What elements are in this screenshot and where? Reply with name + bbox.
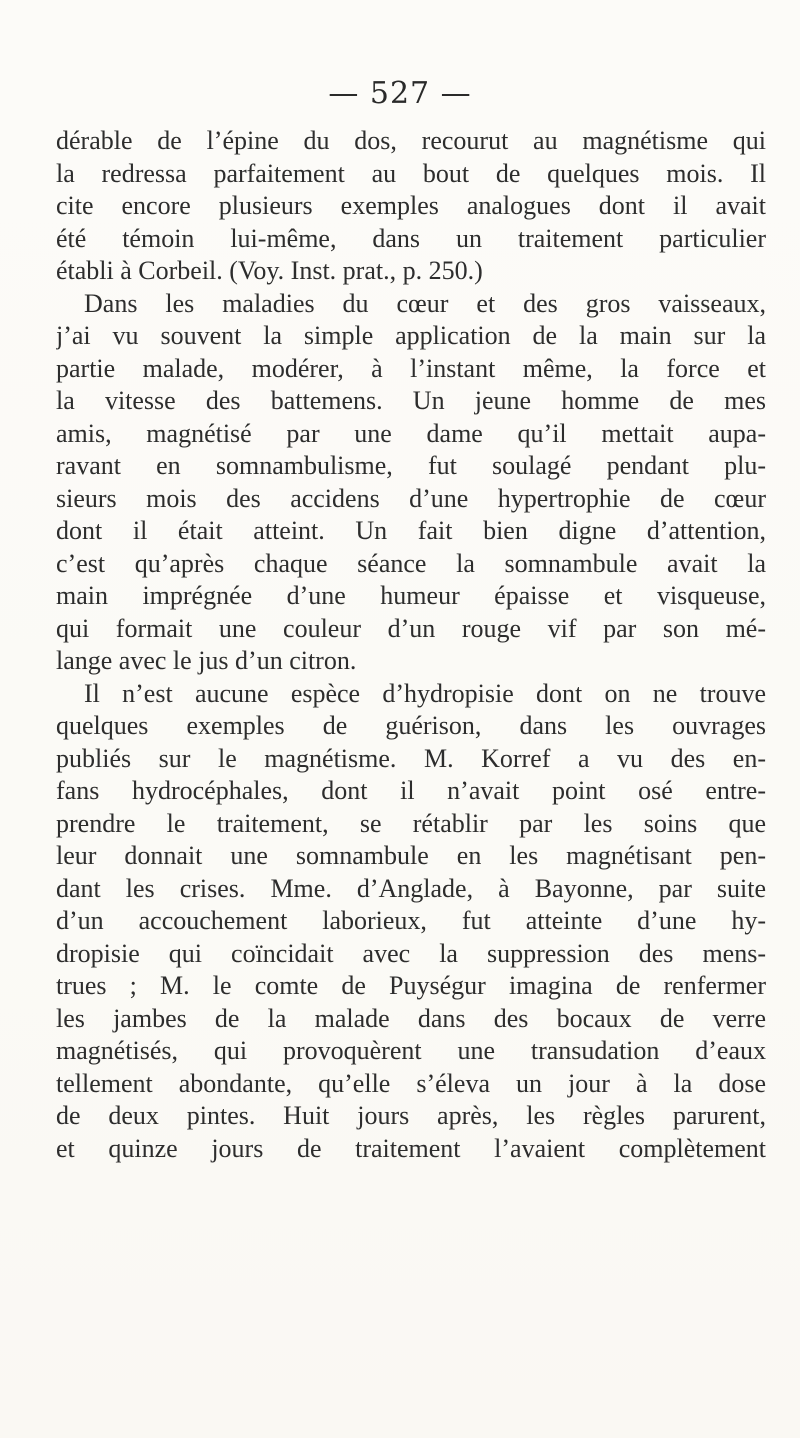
page-number: — 527 — (328, 76, 472, 111)
text-line: j’ai vu souvent la simple application de la main sur la (56, 321, 766, 350)
text-line: lange avec le jus d’un citron. (56, 646, 357, 675)
text-line: leur donnait une somnambule en les magnétisant pen- (56, 841, 766, 870)
text-line: les jambes de la malade dans des bocaux de verre (56, 1003, 766, 1033)
text-line: et quinze jours de traitement l’avaient complètement (56, 1133, 766, 1163)
text-line: magnétisés, qui provoquèrent une transudation d’eaux (56, 1036, 766, 1065)
text-line: tellement abondante, qu’elle s’éleva un jour à la dose (56, 1068, 766, 1098)
text-line: main imprégnée d’une humeur épaisse et visqueuse, (56, 581, 766, 610)
text-line: partie malade, modérer, à l’instant même, la force et (56, 353, 766, 383)
text-line: dont il était atteint. Un fait bien digne d’attention, (56, 516, 766, 545)
text-line: cite encore plusieurs exemples analogues dont il avait (56, 191, 766, 220)
text-line: d’un accouchement laborieux, fut atteinte d’une hy- (56, 906, 766, 935)
text-line: sieurs mois des accidens d’une hypertrophie de cœur (56, 483, 766, 513)
text-line: qui formait une couleur d’un rouge vif par son mé- (56, 613, 766, 643)
text-line: c’est qu’après chaque séance la somnambule avait la (56, 548, 766, 578)
text-line: dérable de l’épine du dos, recourut au magnétisme qui (56, 126, 766, 155)
text-line: publiés sur le magnétisme. M. Korref a vu des en- (56, 743, 766, 773)
text-line: dropisie qui coïncidait avec la suppression des mens- (56, 938, 766, 968)
text-line: été témoin lui-même, dans un traitement particulier (56, 223, 766, 253)
text-line: trues ; M. le comte de Puységur imagina de renfermer (56, 971, 766, 1000)
text-line: Dans les maladies du cœur et des gros vaisseaux, (84, 288, 766, 318)
body-text (56, 125, 766, 1165)
text-line: quelques exemples de guérison, dans les ouvrages (56, 711, 766, 740)
text-line: prendre le traitement, se rétablir par les soins que (56, 808, 766, 838)
text-line: la redressa parfaitement au bout de quelques mois. Il (56, 158, 766, 188)
text-line: fans hydrocéphales, dont il n’avait point osé entre- (56, 776, 766, 805)
text-line: amis, magnétisé par une dame qu’il mettait aupa- (56, 418, 766, 448)
text-line: Il n’est aucune espèce d’hydropisie dont on ne trouve (84, 678, 766, 708)
text-line: de deux pintes. Huit jours après, les règles parurent, (56, 1101, 766, 1130)
text-line: établi à Corbeil. (Voy. Inst. prat., p. 250.) (56, 256, 483, 285)
text-line: ravant en somnambulisme, fut soulagé pendant plu- (56, 451, 766, 480)
text-line: la vitesse des battemens. Un jeune homme de mes (56, 386, 766, 415)
text-line: dant les crises. Mme. d’Anglade, à Bayonne, par suite (56, 873, 766, 903)
